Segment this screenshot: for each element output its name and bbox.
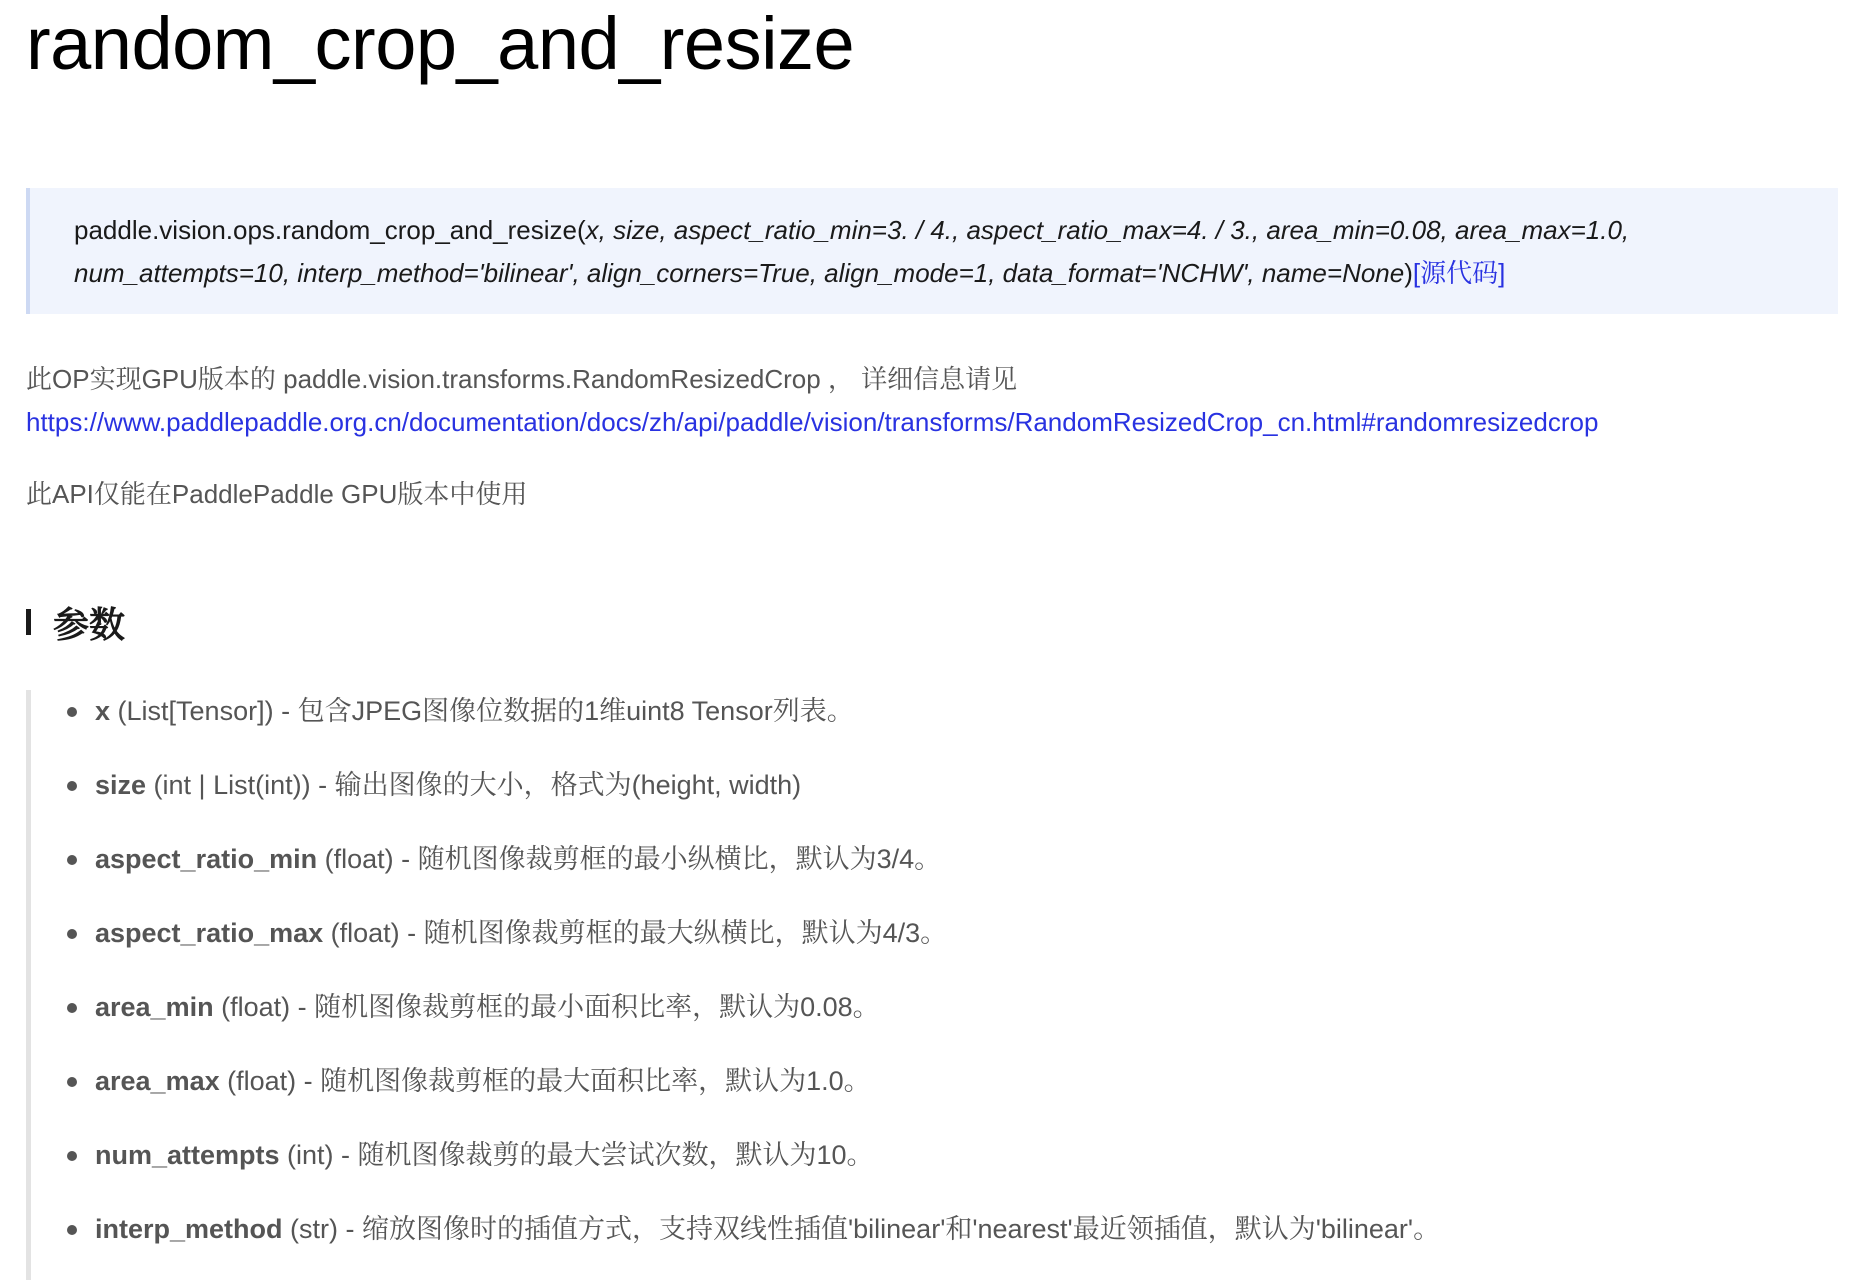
param-description: (float) - 随机图像裁剪框的最小纵横比，默认为3/4。 <box>317 844 942 874</box>
param-description: (List[Tensor]) - 包含JPEG图像位数据的1维uint8 Tensor列表。 <box>110 696 854 726</box>
param-name: area_min <box>95 992 214 1022</box>
param-name: aspect_ratio_min <box>95 844 318 874</box>
param-name: area_max <box>95 1066 220 1096</box>
description-link[interactable]: https://www.paddlepaddle.org.cn/documentation/docs/zh/api/paddle/vision/transforms/RandomResizedCrop_cn.html#randomresizedcrop <box>26 407 1599 437</box>
params-section-heading <box>26 598 125 646</box>
list-item <box>31 1134 1838 1208</box>
param-name: num_attempts <box>95 1140 280 1170</box>
signature-function-name: paddle.vision.ops.random_crop_and_resize <box>74 215 577 245</box>
params-section-title: 参数 <box>53 603 126 645</box>
param-description: (float) - 随机图像裁剪框的最大面积比率，默认为1.0。 <box>219 1066 871 1096</box>
page-title: random_crop_and_resize <box>26 2 855 85</box>
param-description: (int | List(int)) - 输出图像的大小，格式为(height, width) <box>146 770 802 800</box>
list-item <box>31 912 1838 986</box>
heading-bar-marker <box>26 609 31 635</box>
param-name: x <box>95 696 111 726</box>
list-item <box>31 764 1838 838</box>
param-description: (str) - 缩放图像时的插值方式，支持双线性插值'bilinear'和'nearest'最近领插值，默认为'bilinear'。 <box>282 1214 1441 1244</box>
list-item <box>31 986 1838 1060</box>
gpu-only-note: 此API仅能在PaddlePaddle GPU版本中使用 <box>26 479 528 509</box>
param-name: size <box>95 770 147 800</box>
list-item <box>31 838 1838 912</box>
api-signature <box>26 188 1838 314</box>
signature-line-1: paddle.vision.ops.random_crop_and_resize(x, size, aspect_ratio_min=3. / 4., aspect_ratio_max=4. / 3., area_min=0.08, area_max=1.0, <box>74 215 1630 245</box>
list-item <box>31 690 1838 764</box>
param-description: (float) - 随机图像裁剪框的最大纵横比，默认为4/3。 <box>323 918 948 948</box>
list-item <box>31 1060 1838 1134</box>
param-description: (float) - 随机图像裁剪框的最小面积比率，默认为0.08。 <box>213 992 880 1022</box>
doc-page <box>26 0 1838 1244</box>
param-name: aspect_ratio_max <box>95 918 324 948</box>
signature-params-line-2: num_attempts=10, interp_method='bilinear', align_corners=True, align_mode=1, data_format='NCHW', name=None <box>74 258 1405 288</box>
source-code-link[interactable]: [源代码] <box>1412 258 1506 288</box>
signature-line-2: num_attempts=10, interp_method='bilinear', align_corners=True, align_mode=1, data_format='NCHW', name=None)[源代码] <box>74 258 1506 288</box>
signature-params-line-1: x, size, aspect_ratio_min=3. / 4., aspect_ratio_max=4. / 3., area_min=0.08, area_max=1.0, <box>585 215 1630 245</box>
api-description <box>26 358 1838 444</box>
description-text: 此OP实现GPU版本的 paddle.vision.transforms.RandomResizedCrop ， 详细信息请见 <box>26 364 1018 394</box>
param-name: interp_method <box>95 1214 283 1244</box>
params-list <box>26 690 1838 1280</box>
param-description: (int) - 随机图像裁剪的最大尝试次数，默认为10。 <box>279 1140 874 1170</box>
list-item <box>31 1208 1838 1282</box>
